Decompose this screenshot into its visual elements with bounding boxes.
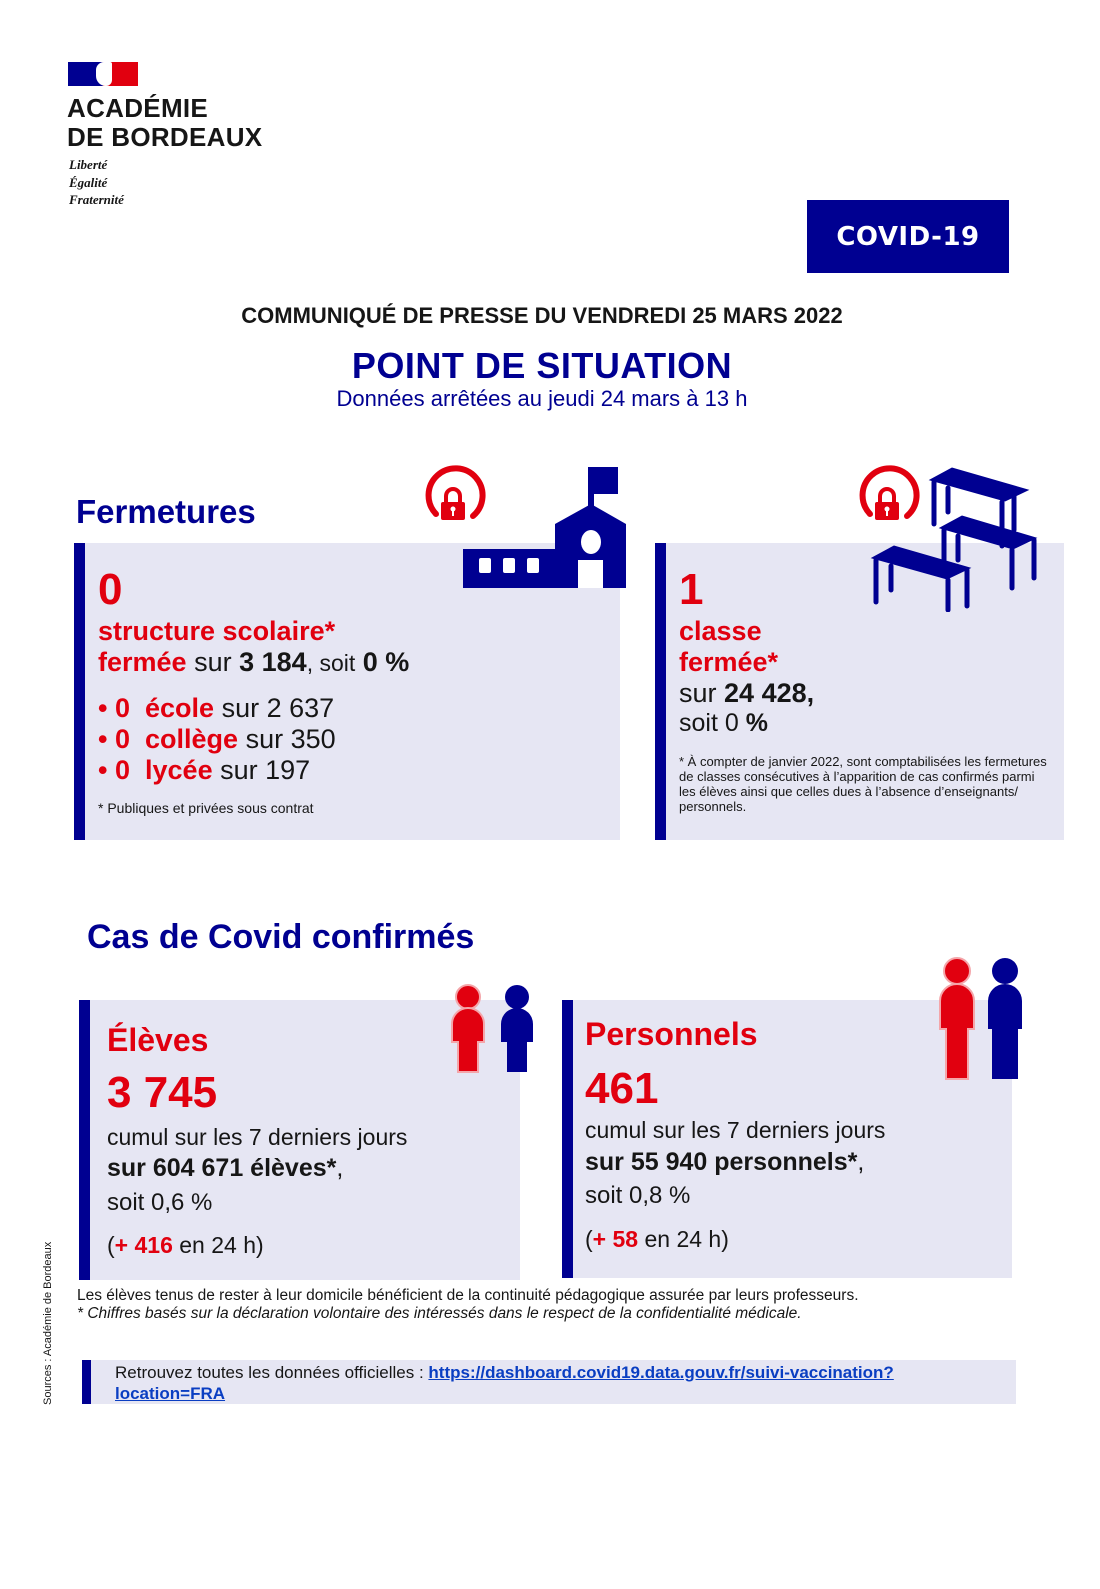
classes-percent-line <box>679 709 768 738</box>
classes-closed-count: 1 <box>679 565 704 614</box>
locked-school-icon <box>418 462 630 592</box>
classes-percent: % <box>745 709 768 737</box>
structures-total: 3 184 <box>239 647 307 677</box>
panel-accent-bar <box>562 1000 573 1278</box>
structures-closed-count: 0 <box>98 565 123 614</box>
structures-percent: 0 % <box>362 647 410 677</box>
structures-breakdown <box>98 693 336 786</box>
locked-classroom-desks-icon <box>852 460 1042 612</box>
breakdown-college: • 0 collège sur 350 <box>98 724 336 754</box>
brand-line-1: ACADÉMIE <box>67 93 209 123</box>
paren: ( <box>585 1226 593 1252</box>
panel-accent-bar <box>74 543 85 840</box>
structures-footnote: * Publiques et privées sous contrat <box>98 800 314 816</box>
personnels-total: sur 55 940 personnels* <box>585 1148 858 1176</box>
classes-total-line <box>679 678 814 709</box>
eleves-total-line <box>107 1154 343 1183</box>
personnels-delta: + 58 <box>592 1226 639 1252</box>
classes-label-1: classe <box>679 616 762 646</box>
official-data-banner <box>82 1360 1016 1404</box>
eleves-percent: soit 0,6 % <box>107 1189 213 1216</box>
structures-summary <box>98 647 409 678</box>
eleves-total: sur 604 671 élèves* <box>107 1154 337 1182</box>
paren: ( <box>107 1232 115 1258</box>
personnels-cumul: cumul sur les 7 derniers jours <box>585 1117 886 1143</box>
motto-fraternite: Fraternité <box>69 192 124 207</box>
panel-accent-bar <box>82 1360 91 1404</box>
marianne-flag-icon <box>68 62 138 86</box>
personnels-count: 461 <box>585 1064 659 1113</box>
structures-label: structure scolaire* <box>98 616 336 646</box>
link-intro: Retrouvez toutes les données officielles : <box>115 1363 429 1382</box>
sur-label: sur <box>194 647 232 677</box>
delta-suffix: en 24 h) <box>172 1232 264 1258</box>
brand-line-2: DE BORDEAUX <box>67 122 263 152</box>
republic-motto <box>69 156 124 209</box>
motto-liberte: Liberté <box>69 157 108 172</box>
classes-label-2: fermée* <box>679 647 779 677</box>
eleves-count: 3 745 <box>107 1068 218 1117</box>
panel-accent-bar <box>655 543 666 840</box>
eleves-delta-line <box>107 1232 264 1259</box>
eleves-label: Élèves <box>107 1022 209 1058</box>
motto-egalite: Égalité <box>69 174 108 190</box>
personnels-label: Personnels <box>585 1016 758 1052</box>
soit-label: , soit <box>306 650 356 676</box>
classes-total: 24 428, <box>724 678 815 708</box>
breakdown-lycee: • 0 lycée sur 197 <box>98 755 311 785</box>
data-cutoff-subtitle: Données arrêtées au jeudi 24 mars à 13 h <box>336 386 748 411</box>
people-icon <box>446 982 538 1074</box>
personnels-percent: soit 0,8 % <box>585 1182 691 1209</box>
soit-label: soit 0 <box>679 709 739 737</box>
official-data-text <box>115 1362 895 1404</box>
delta-suffix: en 24 h) <box>638 1226 729 1252</box>
covid-badge: COVID-19 <box>807 200 1009 273</box>
data-source-note: * Chiffres basés sur la déclaration volontaire des intéressés dans le respect de la confidentialité médicale. <box>77 1305 802 1322</box>
closed-label: fermée <box>98 647 187 677</box>
sources-label: Sources : Académie de Bordeaux <box>42 1241 54 1405</box>
sur-label: sur <box>679 678 717 708</box>
section-title-fermetures: Fermetures <box>76 493 256 530</box>
press-release-date: COMMUNIQUÉ DE PRESSE DU VENDREDI 25 MARS 2022 <box>241 303 843 328</box>
academy-logo <box>67 94 262 152</box>
personnels-total-line <box>585 1148 864 1177</box>
panel-accent-bar <box>79 1000 90 1280</box>
eleves-delta: + 416 <box>114 1232 173 1258</box>
classes-footnote: * À compter de janvier 2022, sont comptabilisées les fermetures de classes consécutives à l’apparition de cas confirmés parmi les élèves ainsi que celles dues à l’absence d’enseignants/ personnels. <box>679 754 1047 814</box>
comma: , <box>857 1148 865 1176</box>
breakdown-ecole: • 0 école sur 2 637 <box>98 693 335 723</box>
section-title-cas-covid: Cas de Covid confirmés <box>87 918 475 956</box>
continuity-note: Les élèves tenus de rester à leur domicile bénéficient de la continuité pédagogique assurée par leurs professeurs. <box>77 1287 859 1304</box>
people-icon <box>936 955 1028 1083</box>
official-data-link[interactable]: https://dashboard.covid19.data.gouv.fr/suivi-vaccination?location=FRA <box>115 1363 894 1403</box>
eleves-cumul: cumul sur les 7 derniers jours <box>107 1124 408 1150</box>
page-title: POINT DE SITUATION <box>351 345 733 386</box>
personnels-delta-line <box>585 1226 729 1253</box>
comma: , <box>336 1154 344 1182</box>
